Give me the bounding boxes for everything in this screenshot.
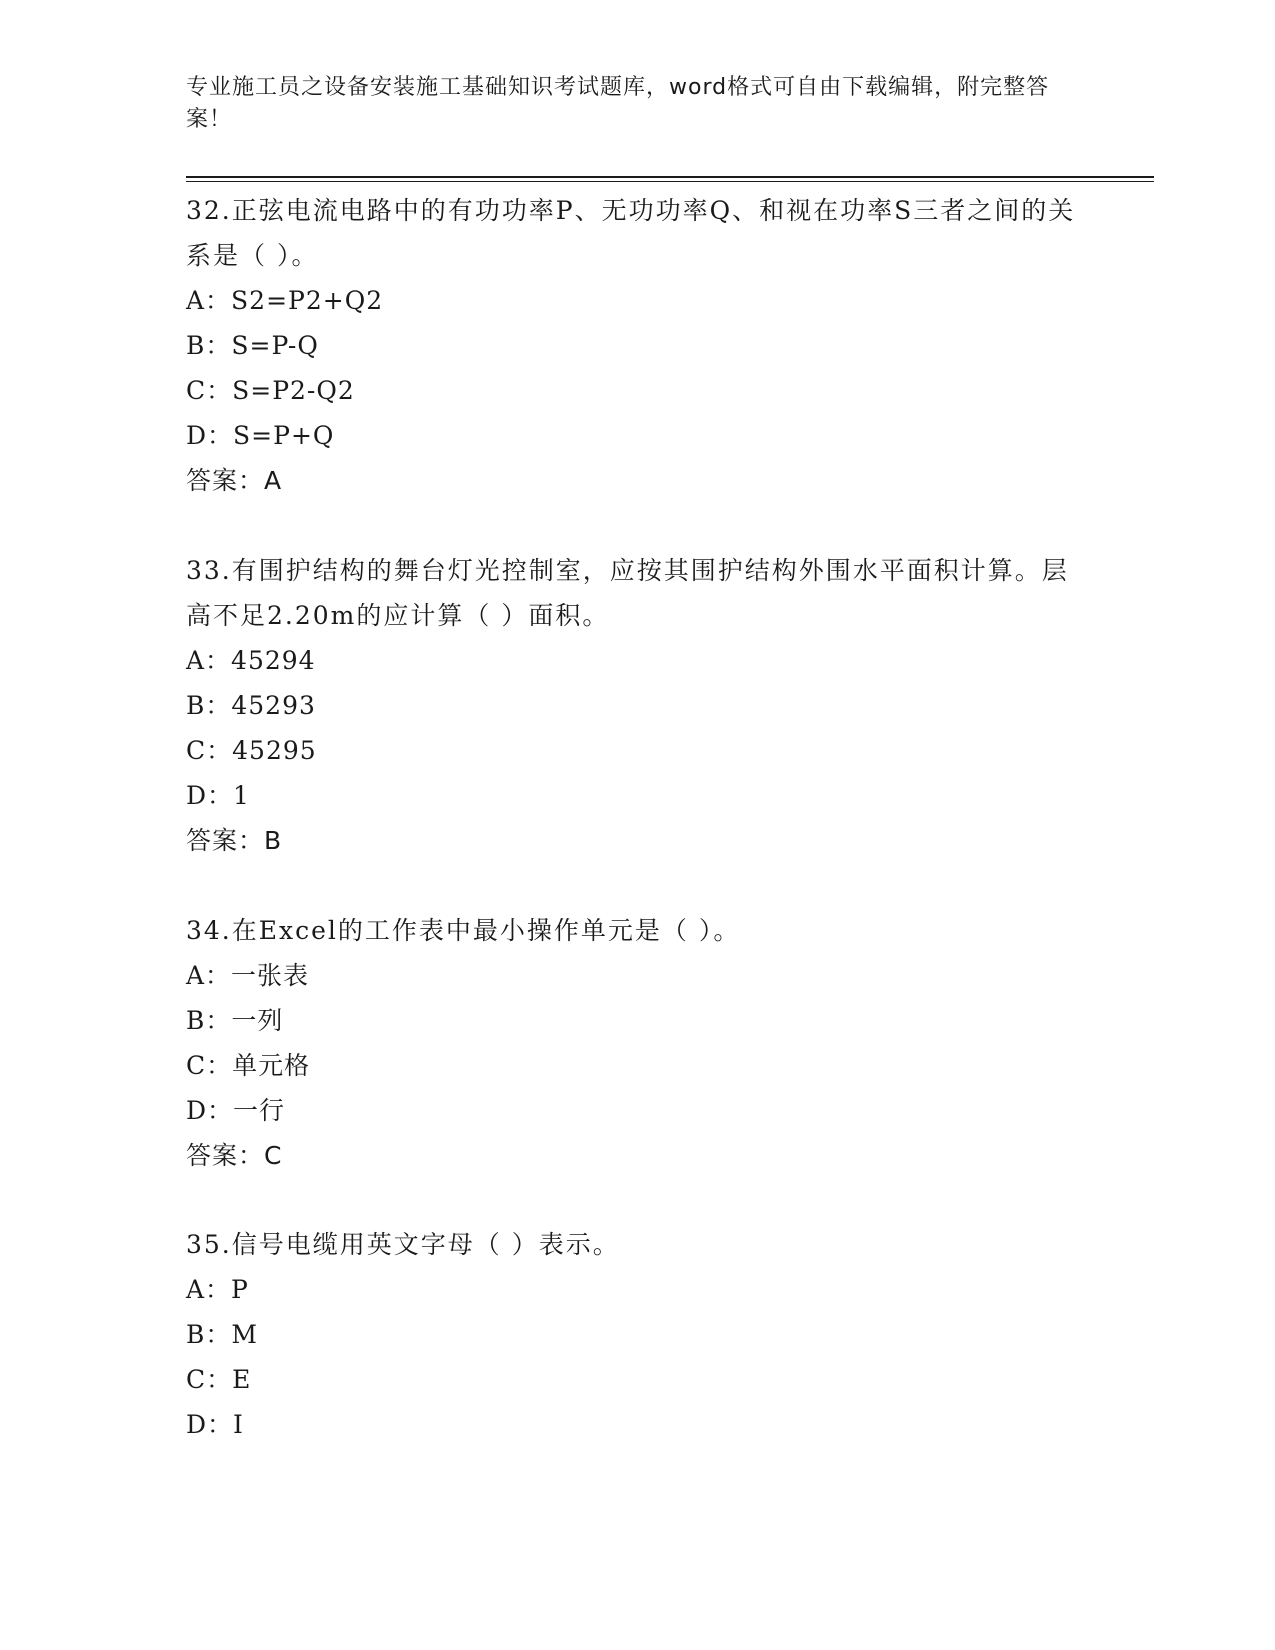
option-c: C：45295	[186, 736, 317, 765]
option-d: D：一行	[186, 1096, 286, 1125]
document-header: 专业施工员之设备安装施工基础知识考试题库，word格式可自由下载编辑，附完整答案！	[186, 75, 1050, 132]
option-d: D：I	[186, 1410, 244, 1439]
option-c: C：S=P2-Q2	[186, 376, 355, 405]
header-divider-thick	[186, 176, 1154, 178]
answer-label: 答案：A	[186, 466, 283, 495]
option-a: A：45294	[186, 646, 316, 675]
question-stem: 32.正弦电流电路中的有功功率P、无功功率Q、和视在功率S三者之间的关系是（ ）。	[186, 196, 1076, 270]
question-32	[186, 188, 1086, 503]
option-a: A：S2=P2+Q2	[186, 286, 384, 315]
option-d: D：S=P+Q	[186, 421, 335, 450]
answer-label: 答案：B	[186, 826, 283, 855]
question-stem: 34.在Excel的工作表中最小操作单元是（ ）。	[186, 916, 741, 945]
question-33	[186, 548, 1086, 863]
option-a: A：一张表	[186, 961, 310, 990]
header-divider-thin	[186, 181, 1154, 182]
question-35	[186, 1222, 1086, 1447]
question-stem: 35.信号电缆用英文字母（ ）表示。	[186, 1230, 620, 1259]
option-c: C：E	[186, 1365, 252, 1394]
option-d: D：1	[186, 781, 250, 810]
option-a: A：P	[186, 1275, 249, 1304]
option-b: B：M	[186, 1320, 258, 1349]
answer-label: 答案：C	[186, 1141, 283, 1170]
question-34	[186, 908, 1086, 1178]
option-c: C：单元格	[186, 1051, 311, 1080]
option-b: B：45293	[186, 691, 316, 720]
question-stem: 33.有围护结构的舞台灯光控制室，应按其围护结构外围水平面积计算。层高不足2.20m的应计算（ ）面积。	[186, 556, 1069, 630]
option-b: B：S=P-Q	[186, 331, 319, 360]
option-b: B：一列	[186, 1006, 284, 1035]
